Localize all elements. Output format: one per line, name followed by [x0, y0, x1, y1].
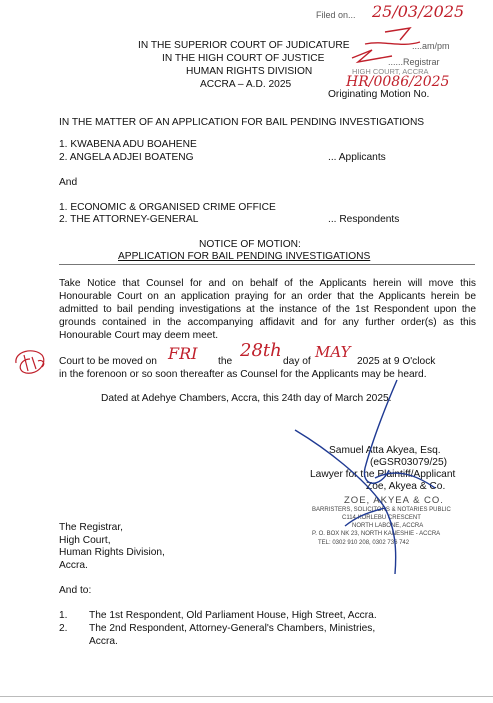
filed-on-label: Filed on...: [316, 10, 356, 20]
signature-firm: Zoe, Akyea & Co.: [366, 481, 446, 492]
bottom-rule: [0, 696, 493, 697]
respondent-1: 1. ECONOMIC & ORGANISED CRIME OFFICE: [59, 202, 276, 213]
filed-date-handwritten: 25/03/2025: [372, 2, 465, 21]
initials-scribble: [12, 345, 52, 379]
header-line-1: IN THE SUPERIOR COURT OF JUDICATURE: [138, 40, 350, 51]
recipient-1-text: The 1st Respondent, Old Parliament House, High Street, Accra.: [89, 610, 377, 621]
time-suffix: ....am/pm: [412, 41, 450, 51]
moved-dayof: day of: [283, 356, 311, 367]
originating-motion-label: Originating Motion No.: [328, 89, 430, 100]
applicants-role: ... Applicants: [328, 152, 386, 163]
recipient-2-num: 2.: [59, 623, 68, 634]
notice-subtitle: APPLICATION FOR BAIL PENDING INVESTIGATIONS: [118, 251, 371, 262]
signature-role: Lawyer for the Plaintiff/Applicant: [310, 469, 456, 480]
matter-title: IN THE MATTER OF AN APPLICATION FOR BAIL PENDING INVESTIGATIONS: [59, 117, 425, 128]
court-name-stamp: HIGH COURT, ACCRA: [352, 67, 429, 76]
hand-month: MAY: [315, 343, 351, 361]
addressee-line-4: Accra.: [59, 560, 88, 571]
signature-reg: (eGSR03079/25): [370, 457, 448, 468]
header-line-3: HUMAN RIGHTS DIVISION: [186, 66, 313, 77]
firm-stamp-name: ZOE, AKYEA & CO.: [344, 495, 444, 506]
recipient-2-text: The 2nd Respondent, Attorney-General's Chambers, Ministries,: [89, 623, 376, 634]
header-line-4: ACCRA – A.D. 2025: [200, 79, 292, 90]
firm-stamp-line3: NORTH LABONE, ACCRA: [352, 523, 424, 529]
addressee-line-1: The Registrar,: [59, 522, 123, 533]
firm-stamp-line5: TEL: 0302 910 208, 0302 736 742: [318, 540, 410, 546]
moved-line-2: in the forenoon or so soon thereafter as Counsel for the Applicants may be heard.: [59, 369, 427, 380]
hand-day: FRI: [168, 344, 198, 363]
suit-number-handwritten: HR/0086/2025: [346, 74, 450, 90]
addressee-line-3: Human Rights Division,: [59, 547, 165, 558]
respondent-2: 2. THE ATTORNEY-GENERAL: [59, 214, 199, 225]
moved-prefix: Court to be moved on: [59, 356, 157, 367]
firm-stamp-line1: BARRISTERS, SOLICITORS & NOTARIES PUBLIC: [312, 507, 451, 513]
header-line-2: IN THE HIGH COURT OF JUSTICE: [162, 53, 325, 64]
hand-date: 28th: [240, 340, 282, 361]
dated-line: Dated at Adehye Chambers, Accra, this 24th day of March 2025.: [101, 393, 392, 404]
firm-stamp-line4: P. O. BOX NK 23, NORTH KANESHIE - ACCRA: [312, 531, 441, 537]
recipient-2-cont: Accra.: [89, 636, 118, 647]
applicant-1: 1. KWABENA ADU BOAHENE: [59, 139, 197, 150]
signature-scribble: [285, 378, 455, 578]
notice-title: NOTICE OF MOTION:: [199, 239, 301, 250]
applicant-2: 2. ANGELA ADJEI BOATENG: [59, 152, 194, 163]
signature-name: Samuel Atta Akyea, Esq.: [329, 445, 441, 456]
moved-year-time: 2025 at 9 O'clock: [357, 356, 436, 367]
divider: [59, 264, 475, 265]
recipient-1-num: 1.: [59, 610, 68, 621]
and-label: And: [59, 177, 78, 188]
respondents-role: ... Respondents: [328, 214, 400, 225]
and-to-label: And to:: [59, 585, 92, 596]
registrar-suffix: ......Registrar: [388, 57, 440, 67]
notice-paragraph: Take Notice that Counsel for and on behalf of the Applicants herein will move this Honourable Court on an application praying for an order that the Applicants herein be admitted to bail pending investigations at the instance of the 1st Respondent upon the grounds contained in the accompanying affidavit and for any further order(s) as this Honourable Court may deem meet.: [59, 278, 476, 341]
firm-stamp-line2: C114 KORLEBU CRESCENT: [342, 515, 421, 521]
moved-the: the: [218, 356, 233, 367]
addressee-line-2: High Court,: [59, 535, 111, 546]
